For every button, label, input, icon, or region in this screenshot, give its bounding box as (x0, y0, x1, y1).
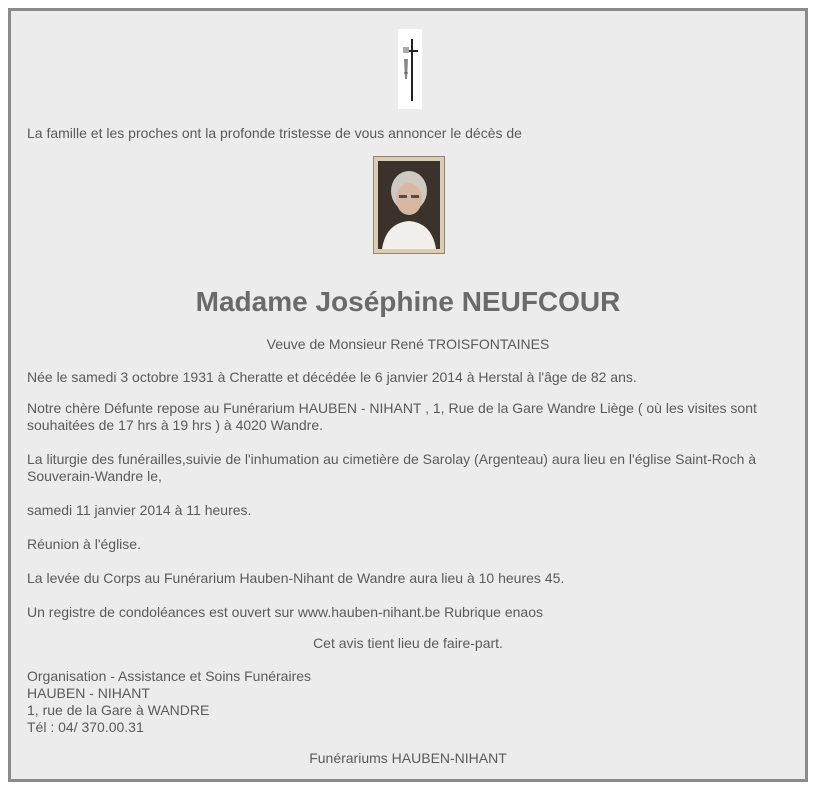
meeting-text: Réunion à l'église. (27, 536, 141, 552)
organisation-phone: Tél : 04/ 370.00.31 (27, 719, 144, 735)
liturgy-text-line2: Souverain-Wandre le, (27, 468, 162, 484)
obituary-card (8, 8, 808, 782)
organisation-address: 1, rue de la Gare à WANDRE (27, 702, 210, 718)
footer-text: Funérariums HAUBEN-NIHANT (309, 750, 507, 766)
rest-text-line1: Notre chère Défunte repose au Funérarium HAUBEN - NIHANT , 1, Rue de la Gare Wandre Liège ( où les visites sont (27, 400, 757, 416)
deceased-name: Madame Joséphine NEUFCOUR (195, 286, 621, 317)
birth-death-text: Née le samedi 3 octobre 1931 à Cheratte et décédée le 6 janvier 2014 à Herstal à l'âge de 82 ans. (27, 369, 637, 385)
organisation-line1: Organisation - Assistance et Soins Funéraires (27, 668, 312, 684)
widow-of-text: Veuve de Monsieur René TROISFONTAINES (266, 336, 550, 352)
ceremony-date-text: samedi 11 janvier 2014 à 11 heures. (27, 502, 252, 518)
portrait-photo (373, 156, 445, 254)
organisation-line2: HAUBEN - NIHANT (27, 685, 150, 701)
rest-text-line2: souhaitées de 17 hrs à 19 hrs ) à 4020 Wandre. (27, 417, 323, 433)
liturgy-text-line1: La liturgie des funérailles,suivie de l'inhumation au cimetière de Sarolay (Argenteau) aura lieu en l'église Saint-Roch à (27, 451, 757, 467)
cross-icon (398, 29, 422, 109)
intro-text: La famille et les proches ont la profonde tristesse de vous annoncer le décès de (27, 125, 522, 141)
registry-text: Un registre de condoléances est ouvert sur www.hauben-nihant.be Rubrique enaos (27, 604, 543, 620)
notice-text: Cet avis tient lieu de faire-part. (313, 635, 503, 651)
levee-text: La levée du Corps au Funérarium Hauben-Nihant de Wandre aura lieu à 10 heures 45. (27, 570, 565, 586)
